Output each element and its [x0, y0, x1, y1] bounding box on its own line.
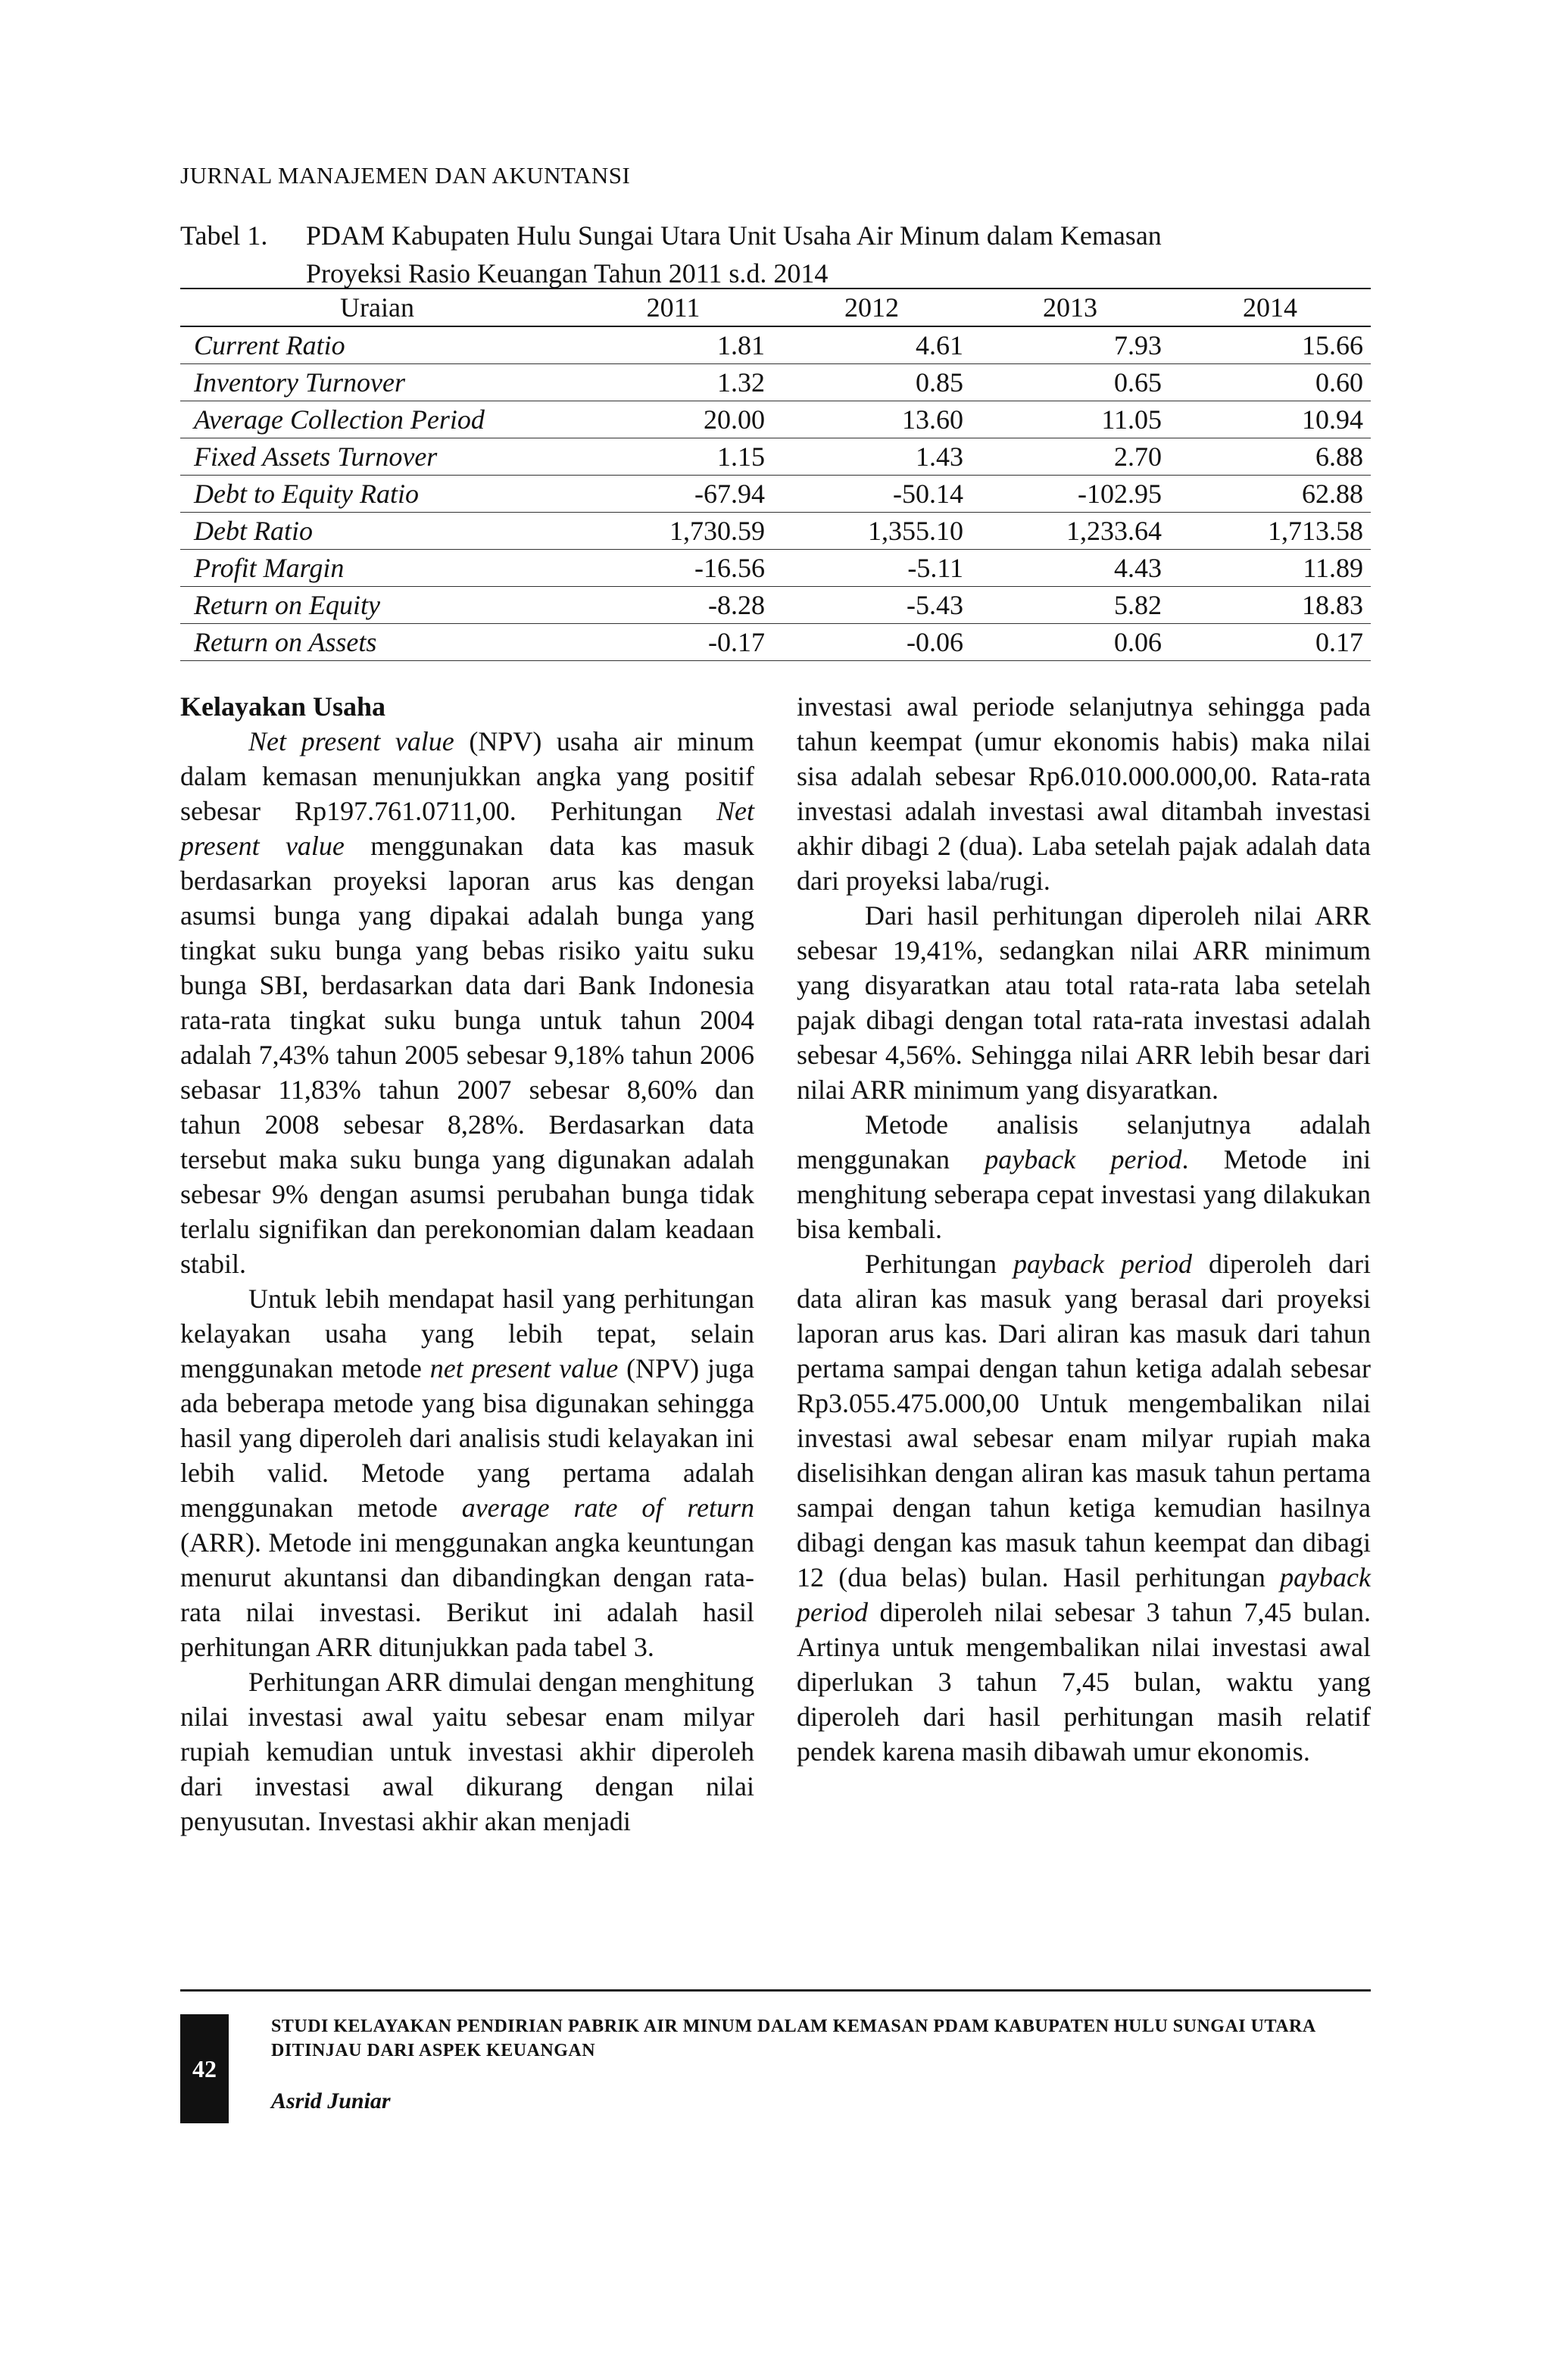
paragraph: [797, 1107, 1371, 1246]
table-cell: -0.17: [574, 624, 772, 661]
table-label: Tabel 1.: [180, 220, 268, 251]
table-cell: 0.85: [772, 364, 971, 401]
text-span: diperoleh nilai sebesar 3 tahun 7,45 bulan. Artinya untuk mengembalikan nilai investasi awal diperlukan 3 tahun 7,45 bulan, waktu yang diperoleh dari hasil perhitungan masih relatif pendek karena masih dibawah umur ekonomis.: [797, 1597, 1371, 1767]
table-cell: -102.95: [971, 476, 1169, 513]
table-cell: 0.06: [971, 624, 1169, 661]
text-span: (ARR). Metode ini menggunakan angka keuntungan menurut akuntansi dan dibandingkan dengan rata-rata nilai investasi. Berikut ini adalah hasil perhitungan ARR ditunjukkan pada tabel 3.: [180, 1527, 754, 1662]
column-header: 2011: [574, 289, 772, 326]
table-cell: 4.43: [971, 550, 1169, 587]
table-cell: 18.83: [1169, 587, 1371, 624]
table-cell: 0.17: [1169, 624, 1371, 661]
row-label: Average Collection Period: [180, 401, 574, 438]
page-number: 42: [180, 2014, 229, 2123]
column-header: 2013: [971, 289, 1169, 326]
table-cell: 20.00: [574, 401, 772, 438]
table-header-row: [180, 289, 1371, 326]
table-row: [180, 364, 1371, 401]
table-cell: -16.56: [574, 550, 772, 587]
text-span: Untuk lebih mendapat hasil yang perhitungan kelayakan usaha yang lebih tepat, selain menggunakan metode: [180, 1284, 754, 1383]
text-span: menggunakan data kas masuk berdasarkan proyeksi laporan arus kas dengan asumsi bunga yang dipakai adalah bunga yang tingkat suku bunga yang bebas risiko yaitu suku bunga SBI, berdasarkan data dari Bank Indonesia rata-rata tingkat suku bunga untuk tahun 2004 adalah 7,43% tahun 2005 sebesar 9,18% tahun 2006 sebasar 11,83% tahun 2007 sebesar 8,60% dan tahun 2008 sebesar 8,28%. Berdasarkan data tersebut maka suku bunga yang digunakan adalah sebesar 9% dengan asumsi perubahan bunga tidak terlalu signifikan dan perekonomian dalam keadaan stabil.: [180, 831, 754, 1279]
table-row: [180, 550, 1371, 587]
column-header: 2012: [772, 289, 971, 326]
table-row: [180, 476, 1371, 513]
text-span: Metode analisis selanjutnya adalah menggunakan: [797, 1109, 1371, 1174]
table-row: [180, 438, 1371, 476]
emphasis: Net present value: [248, 726, 454, 756]
journal-header: JURNAL MANAJEMEN DAN AKUNTANSI: [180, 162, 631, 189]
table-cell: 1.43: [772, 438, 971, 476]
table-cell: 1.81: [574, 326, 772, 364]
emphasis: payback period: [985, 1144, 1182, 1174]
emphasis: payback period: [797, 1562, 1371, 1627]
emphasis: net present value: [429, 1353, 619, 1383]
paragraph: [180, 724, 754, 1281]
table-cell: 5.82: [971, 587, 1169, 624]
table-cell: 1.15: [574, 438, 772, 476]
table-cell: 7.93: [971, 326, 1169, 364]
paragraph: investasi awal periode selanjutnya sehingga pada tahun keempat (umur ekonomis habis) maka nilai sisa adalah sebesar Rp6.010.000.000,00. Rata-rata investasi adalah investasi awal ditambah investasi akhir dibagi 2 (dua). Laba setelah pajak adalah data dari proyeksi laba/rugi.: [797, 691, 1371, 896]
text-span: diperoleh dari data aliran kas masuk yang berasal dari proyeksi laporan arus kas. Dari aliran kas masuk dari tahun pertama sampai dengan tahun ketiga adalah sebesar Rp3.055.475.000,00 Untuk mengembalikan nilai investasi awal sebesar enam milyar rupiah maka diselisihkan dengan aliran kas masuk tahun pertama sampai dengan tahun ketiga kemudian hasilnya dibagi dengan kas masuk tahun keempat dan dibagi 12 (dua belas) bulan. Hasil perhitungan: [797, 1249, 1371, 1592]
table-row: [180, 587, 1371, 624]
table-cell: 11.89: [1169, 550, 1371, 587]
column-header: 2014: [1169, 289, 1371, 326]
section-heading: Kelayakan Usaha: [180, 691, 386, 722]
table-cell: 15.66: [1169, 326, 1371, 364]
table-cell: -0.06: [772, 624, 971, 661]
table-cell: 4.61: [772, 326, 971, 364]
text-span: Perhitungan: [865, 1249, 1014, 1279]
paragraph: [797, 1246, 1371, 1769]
emphasis: payback period: [1013, 1249, 1192, 1279]
right-column: [797, 689, 1371, 1769]
table-cell: -50.14: [772, 476, 971, 513]
table-cell: 1,233.64: [971, 513, 1169, 550]
table-row: [180, 624, 1371, 661]
column-header: Uraian: [180, 289, 574, 326]
table-cell: 2.70: [971, 438, 1169, 476]
footer-title: STUDI KELAYAKAN PENDIRIAN PABRIK AIR MINUM DALAM KEMASAN PDAM KABUPATEN HULU SUNGAI UTARA DITINJAU DARI ASPEK KEUANGAN: [271, 2017, 1315, 2060]
row-label: Return on Equity: [180, 587, 574, 624]
footer-author: Asrid Juniar: [271, 2088, 391, 2113]
ratio-table: [180, 288, 1371, 661]
table-caption: [180, 217, 1162, 292]
emphasis: Net present value: [180, 796, 754, 861]
table-cell: -5.43: [772, 587, 971, 624]
table-cell: -8.28: [574, 587, 772, 624]
row-label: Debt to Equity Ratio: [180, 476, 574, 513]
table-cell: 11.05: [971, 401, 1169, 438]
row-label: Current Ratio: [180, 326, 574, 364]
table-row: [180, 401, 1371, 438]
row-label: Profit Margin: [180, 550, 574, 587]
table-cell: 0.60: [1169, 364, 1371, 401]
row-label: Fixed Assets Turnover: [180, 438, 574, 476]
table-cell: 1.32: [574, 364, 772, 401]
text-span: . Metode ini menghitung seberapa cepat investasi yang dilakukan bisa kembali.: [797, 1144, 1371, 1244]
table-cell: 1,730.59: [574, 513, 772, 550]
table-cell: 1,355.10: [772, 513, 971, 550]
table-row: [180, 326, 1371, 364]
table-row: [180, 513, 1371, 550]
row-label: Return on Assets: [180, 624, 574, 661]
row-label: Debt Ratio: [180, 513, 574, 550]
table-cell: 13.60: [772, 401, 971, 438]
table-cell: 62.88: [1169, 476, 1371, 513]
paragraph: [180, 1281, 754, 1664]
table-cell: -5.11: [772, 550, 971, 587]
text-span: (NPV) juga ada beberapa metode yang bisa digunakan sehingga hasil yang diperoleh dari analisis studi kelayakan ini lebih valid. Metode yang pertama adalah menggunakan metode: [180, 1353, 754, 1523]
table-title-line1: PDAM Kabupaten Hulu Sungai Utara Unit Usaha Air Minum dalam Kemasan: [306, 220, 1162, 251]
paragraph: Dari hasil perhitungan diperoleh nilai ARR sebesar 19,41%, sedangkan nilai ARR minimum yang disyaratkan atau total rata-rata laba setelah pajak dibagi dengan total rata-rata investasi adalah sebesar 4,56%. Sehingga nilai ARR lebih besar dari nilai ARR minimum yang disyaratkan.: [797, 900, 1371, 1105]
left-column: [180, 689, 754, 1839]
table-cell: -67.94: [574, 476, 772, 513]
table-cell: 1,713.58: [1169, 513, 1371, 550]
footer-divider: [180, 1989, 1371, 1992]
table-title-line2: Proyeksi Rasio Keuangan Tahun 2011 s.d. 2014: [306, 258, 829, 289]
table-cell: 6.88: [1169, 438, 1371, 476]
emphasis: average rate of return: [461, 1493, 754, 1523]
table-cell: 0.65: [971, 364, 1169, 401]
paragraph: Perhitungan ARR dimulai dengan menghitung nilai investasi awal yaitu sebesar enam milyar rupiah kemudian untuk investasi akhir diperoleh dari investasi awal dikurang dengan nilai penyusutan. Investasi akhir akan menjadi: [180, 1667, 754, 1836]
row-label: Inventory Turnover: [180, 364, 574, 401]
text-span: (NPV) usaha air minum dalam kemasan menunjukkan angka yang positif sebesar Rp197.761.0711,00. Perhitungan: [180, 726, 754, 826]
table-cell: 10.94: [1169, 401, 1371, 438]
